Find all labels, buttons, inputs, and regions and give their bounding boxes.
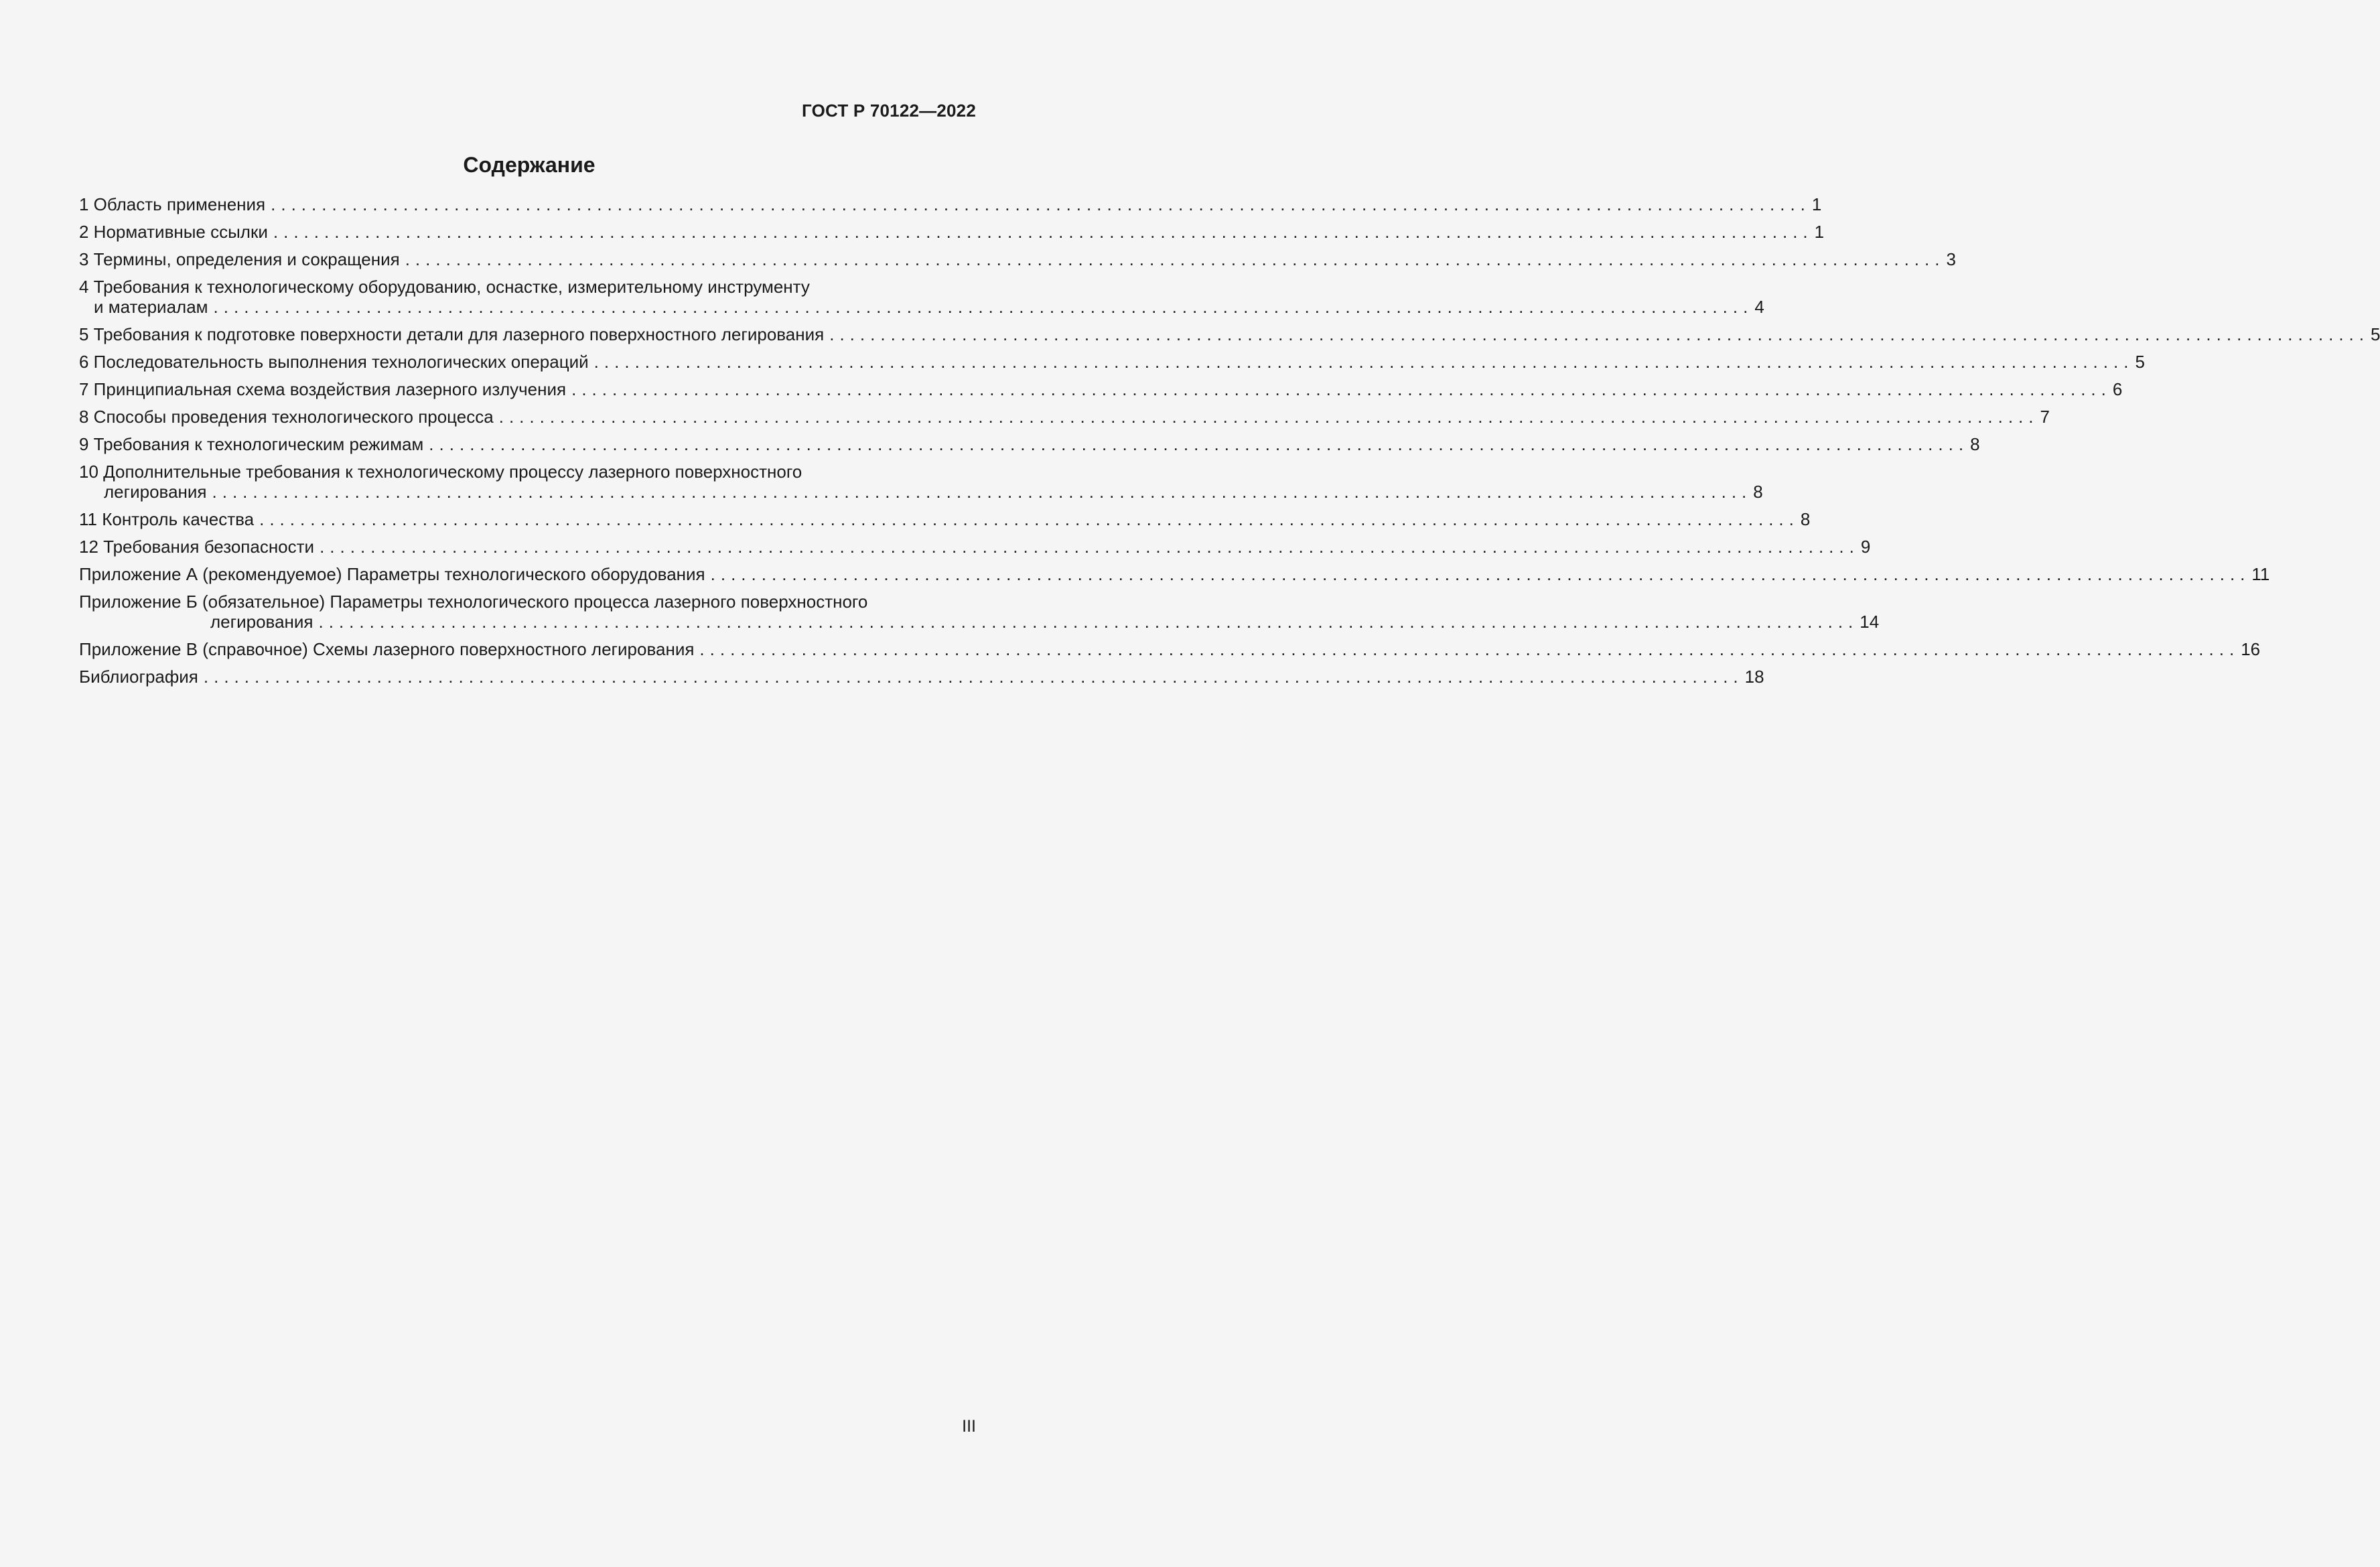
toc-page-number: 11 — [2251, 564, 2270, 584]
dot-leader: ....................................................................................................................................................... — [271, 194, 1811, 214]
toc-page-number: 8 — [1753, 482, 1763, 502]
dot-leader: ....................................................................................................................................................... — [710, 564, 2251, 584]
toc-entry-4[interactable] — [79, 277, 1764, 317]
dot-leader: ....................................................................................................................................................... — [699, 639, 2240, 659]
toc-entry-text-continued: легирования — [104, 482, 207, 502]
dot-leader: ....................................................................................................................................................... — [213, 297, 1754, 317]
toc-entry-7[interactable] — [79, 379, 2123, 399]
toc-entry-text: 8 Способы проведения технологического процесса — [79, 407, 494, 427]
dot-leader: ....................................................................................................................................................... — [405, 249, 1945, 269]
table-of-contents — [79, 194, 2380, 694]
page-number: III — [962, 1417, 976, 1436]
dot-leader: ....................................................................................................................................................... — [273, 222, 1813, 242]
toc-entry-bibliography[interactable] — [79, 667, 1764, 687]
toc-entry-appendix-a[interactable] — [79, 564, 2270, 584]
toc-entry-appendix-v[interactable] — [79, 639, 2261, 659]
toc-entry-text-line1: Приложение Б (обязательное) Параметры технологического процесса лазерного поверхностного — [79, 592, 868, 612]
toc-entry-text: 2 Нормативные ссылки — [79, 222, 268, 242]
toc-entry-3[interactable] — [79, 249, 1956, 269]
toc-page-number: 8 — [1800, 509, 1811, 529]
toc-page-number: 6 — [2112, 379, 2123, 399]
toc-entry-text: 7 Принципиальная схема воздействия лазерного излучения — [79, 379, 567, 399]
toc-title: Содержание — [463, 153, 596, 177]
toc-page-number: 14 — [1860, 612, 1880, 632]
toc-entry-appendix-b[interactable] — [79, 592, 1880, 632]
toc-entry-text: 1 Область применения — [79, 194, 266, 214]
dot-leader: ....................................................................................................................................................... — [320, 537, 1860, 557]
toc-entry-6[interactable] — [79, 352, 2145, 372]
toc-page-number: 1 — [1814, 222, 1825, 242]
toc-entry-text-continued: легирования — [210, 612, 313, 632]
toc-entry-text-line1: 4 Требования к технологическому оборудованию, оснастке, измерительному инструменту — [79, 277, 810, 297]
toc-page-number: 18 — [1744, 667, 1764, 687]
toc-page-number: 5 — [2371, 324, 2380, 344]
toc-entry-text: 9 Требования к технологическим режимам — [79, 434, 424, 454]
toc-entry-10[interactable] — [79, 462, 1763, 502]
toc-entry-text: Приложение А (рекомендуемое) Параметры технологического оборудования — [79, 564, 705, 584]
document-number: ГОСТ Р 70122—2022 — [802, 100, 976, 121]
toc-entry-text: 6 Последовательность выполнения технологических операций — [79, 352, 589, 372]
toc-page-number: 9 — [1860, 537, 1871, 557]
toc-entry-11[interactable] — [79, 509, 1811, 529]
dot-leader: ....................................................................................................................................................... — [593, 352, 2134, 372]
toc-entry-text: 3 Термины, определения и сокращения — [79, 249, 400, 269]
toc-entry-text: 5 Требования к подготовке поверхности детали для лазерного поверхностного легирования — [79, 324, 825, 344]
toc-page-number: 16 — [2241, 639, 2261, 659]
toc-entry-12[interactable] — [79, 537, 1871, 557]
toc-page-number: 7 — [2040, 407, 2050, 427]
toc-page-number: 8 — [1970, 434, 1980, 454]
toc-entry-text: 11 Контроль качества — [79, 509, 255, 529]
dot-leader: ....................................................................................................................................................... — [498, 407, 2039, 427]
dot-leader: ....................................................................................................................................................... — [203, 667, 1744, 687]
dot-leader: ....................................................................................................................................................... — [212, 482, 1752, 502]
toc-page-number: 4 — [1754, 297, 1764, 317]
toc-page-number: 5 — [2135, 352, 2145, 372]
dot-leader: ....................................................................................................................................................... — [571, 379, 2111, 399]
toc-page-number: 3 — [1946, 249, 1956, 269]
toc-entry-text-line1: 10 Дополнительные требования к технологическому процессу лазерного поверхностного — [79, 462, 802, 482]
toc-entry-2[interactable] — [79, 222, 1825, 242]
toc-entry-text: Приложение В (справочное) Схемы лазерного поверхностного легирования — [79, 639, 695, 659]
dot-leader: ....................................................................................................................................................... — [429, 434, 1969, 454]
toc-entry-1[interactable] — [79, 194, 1822, 214]
dot-leader: ....................................................................................................................................................... — [829, 324, 2370, 344]
toc-entry-text-continued: и материалам — [94, 297, 208, 317]
toc-entry-text: Библиография — [79, 667, 198, 687]
toc-entry-8[interactable] — [79, 407, 2050, 427]
dot-leader: ....................................................................................................................................................... — [318, 612, 1859, 632]
dot-leader: ....................................................................................................................................................... — [259, 509, 1799, 529]
toc-page-number: 1 — [1811, 194, 1822, 214]
toc-entry-9[interactable] — [79, 434, 1980, 454]
toc-entry-5[interactable] — [79, 324, 2380, 344]
toc-entry-text: 12 Требования безопасности — [79, 537, 315, 557]
